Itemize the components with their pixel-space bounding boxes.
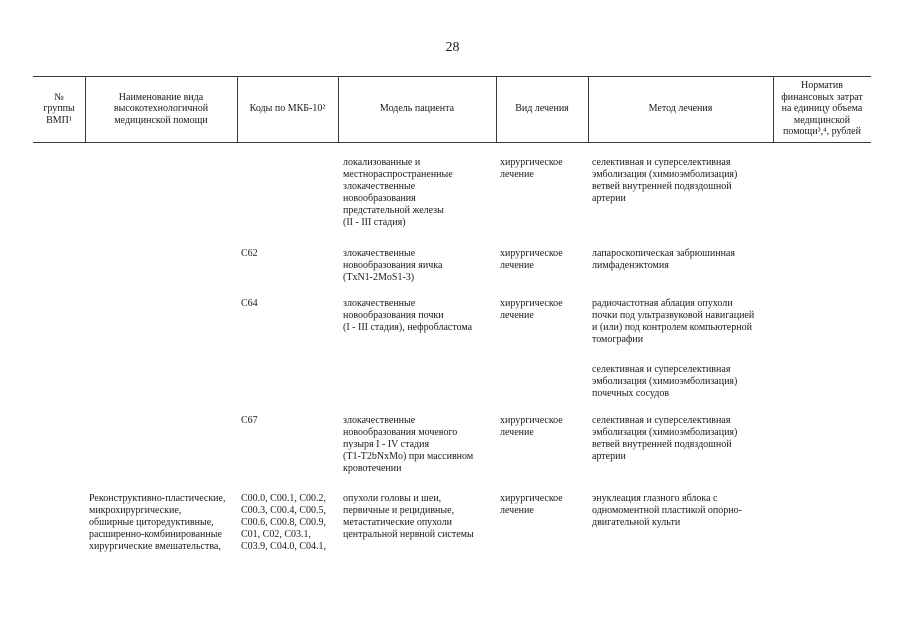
table-row-type: хирургическое лечение [500, 493, 563, 516]
table-row-model: локализованные и местнораспространенные злокачественные новообразования предстательной железы (II - III стадия) [343, 157, 453, 228]
table-row-model: злокачественные новообразования яичка (TxN1-2MoS1-3) [343, 248, 443, 283]
table-row-codes: C00.0, C00.1, C00.2, C00.3, C00.4, C00.5, C00.6, C00.8, C00.9, C01, C02, C03.1, C03.9, C04.0, C04.1, [241, 493, 327, 552]
header-care-type-name: Наименование вида высокотехнологичной медицинской помощи [113, 91, 209, 126]
header-patient-model: Модель пациента [379, 103, 455, 115]
header-treatment-type: Вид лечения [515, 103, 569, 115]
table-row-model: опухоли головы и шеи, первичные и рецидивные, метастатические опухоли центральной нервной системы [343, 493, 474, 540]
table-row-model: злокачественные новообразования почки (I - III стадия), нефробластома [343, 298, 473, 333]
table-row-codes: C64 [241, 298, 258, 309]
table-row-method: радиочастотная аблация опухоли почки под ультразвуковой навигацией и (или) под контролем компьютерной томографии [592, 298, 755, 345]
table-row-method: лапароскопическая забрюшинная лимфаденэктомия [592, 248, 735, 271]
table-row-type: хирургическое лечение [500, 415, 563, 438]
table-row-method-secondary: селективная и суперселективная эмболизация (химиоэмболизация) почечных сосудов [592, 364, 738, 399]
table-row-codes: C62 [241, 248, 258, 259]
table-row-type: хирургическое лечение [500, 298, 563, 321]
table-row-type: хирургическое лечение [500, 157, 563, 180]
table-header-bottom-border [33, 142, 871, 143]
header-icd-codes: Коды по МКБ-10² [249, 103, 326, 115]
page-number: 28 [445, 40, 460, 55]
table-row-care-name: Реконструктивно-пластические, микрохирургические, обширные циторедуктивные, расширенно-комбинированные хирургические вмешательства, [89, 493, 226, 552]
table-row-model: злокачественные новообразования мочевого пузыря I - IV стадия (T1-T2bNxMo) при массивном кровотечении [343, 415, 474, 474]
header-cost-norm: Норматив финансовых затрат на единицу объема медицинской помощи³,⁴, рублей [781, 80, 863, 138]
table-row-type: хирургическое лечение [500, 248, 563, 271]
table-row-method: селективная и суперселективная эмболизация (химиоэмболизация) ветвей внутренней подвздошной артерии [592, 415, 738, 462]
table-row-method: селективная и суперселективная эмболизация (химиоэмболизация) ветвей внутренней подвздошной артерии [592, 157, 738, 204]
header-group-number: № группы ВМП¹ [43, 91, 75, 126]
header-treatment-method: Метод лечения [648, 103, 713, 115]
table-row-codes: C67 [241, 415, 258, 426]
table-row-method: энуклеация глазного яблока с одномоментной пластикой опорно- двигательной культи [592, 493, 742, 528]
